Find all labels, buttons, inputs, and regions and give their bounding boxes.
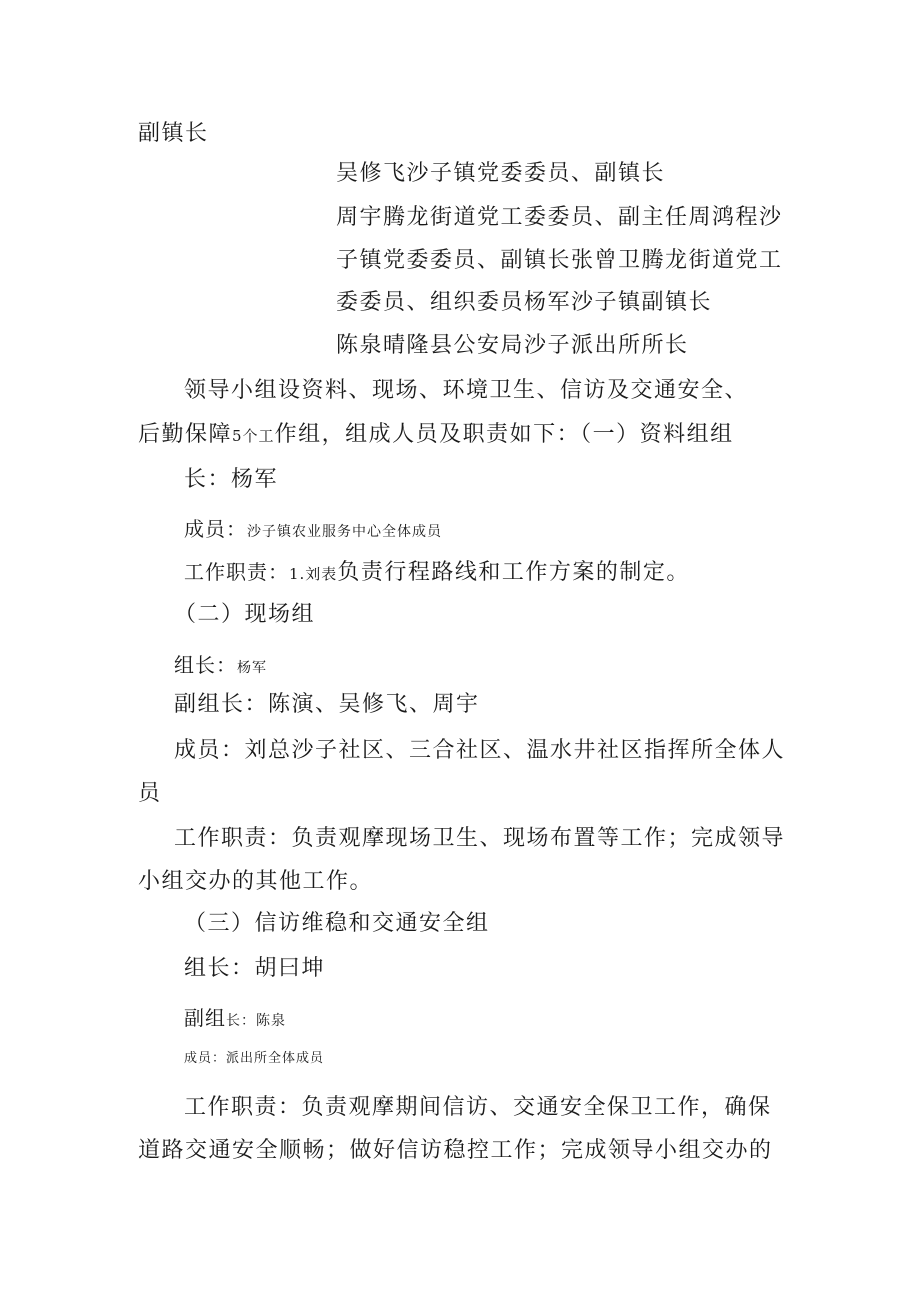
text-line: 道路交通安全顺畅；做好信访稳控工作；完成领导小组交办的 xyxy=(138,1138,773,1163)
text-span: 作组，组成人员及职责如下：（一）资料组组 xyxy=(274,422,734,447)
text-line: 副镇长 xyxy=(138,121,209,146)
text-span: 负责行程路线和工作方案的制定。 xyxy=(337,560,690,585)
text-span: 组长： xyxy=(174,653,237,677)
text-span: 后勤保障 xyxy=(138,422,233,447)
text-line xyxy=(184,1008,286,1028)
text-line: 吴修飞沙子镇党委委员、副镇长 xyxy=(336,161,666,186)
text-span: 成员： xyxy=(184,517,247,541)
text-span: 杨军 xyxy=(237,660,267,676)
text-line xyxy=(174,655,267,675)
text-line: 子镇党委委员、副镇长张曾卫腾龙街道党工 xyxy=(336,248,783,273)
text-span: 5个工 xyxy=(232,427,275,445)
text-line: 陈泉晴隆县公安局沙子派出所所长 xyxy=(336,333,689,358)
text-line: 组长：胡曰坤 xyxy=(184,956,326,981)
text-line: 成员：刘总沙子社区、三合社区、温水井社区指挥所全体人 xyxy=(174,738,786,763)
text-line: 副组长：陈演、吴修飞、周宇 xyxy=(174,692,480,717)
text-line: 长：杨军 xyxy=(184,467,279,492)
text-line xyxy=(138,424,734,446)
text-span: 1.刘表 xyxy=(289,565,338,583)
text-line: 成员：派出所全体成员 xyxy=(184,1051,325,1066)
text-line: 工作职责：负责观摩期间信访、交通安全保卫工作，确保 xyxy=(184,1095,772,1120)
text-span: 副组 xyxy=(184,1006,226,1030)
text-span: 工作职责： xyxy=(184,560,289,584)
text-line xyxy=(184,519,442,539)
text-line xyxy=(184,562,690,584)
text-span: 沙子镇农业服务中心全体成员 xyxy=(247,524,442,540)
text-line: 领导小组设资料、现场、环境卫生、信访及交通安全、 xyxy=(184,378,749,403)
text-line: 周宇腾龙街道党工委委员、副主任周鸿程沙 xyxy=(336,205,783,230)
text-line: 员 xyxy=(138,781,162,806)
text-line: 委委员、组织委员杨军沙子镇副镇长 xyxy=(336,290,713,315)
text-span: 长：陈泉 xyxy=(226,1013,286,1029)
section-heading: （三）信访维稳和交通安全组 xyxy=(184,911,490,936)
text-line: 小组交办的其他工作。 xyxy=(138,869,374,894)
text-line: 工作职责：负责观摩现场卫生、现场布置等工作；完成领导 xyxy=(174,826,786,851)
section-heading: （二）现场组 xyxy=(174,602,316,627)
